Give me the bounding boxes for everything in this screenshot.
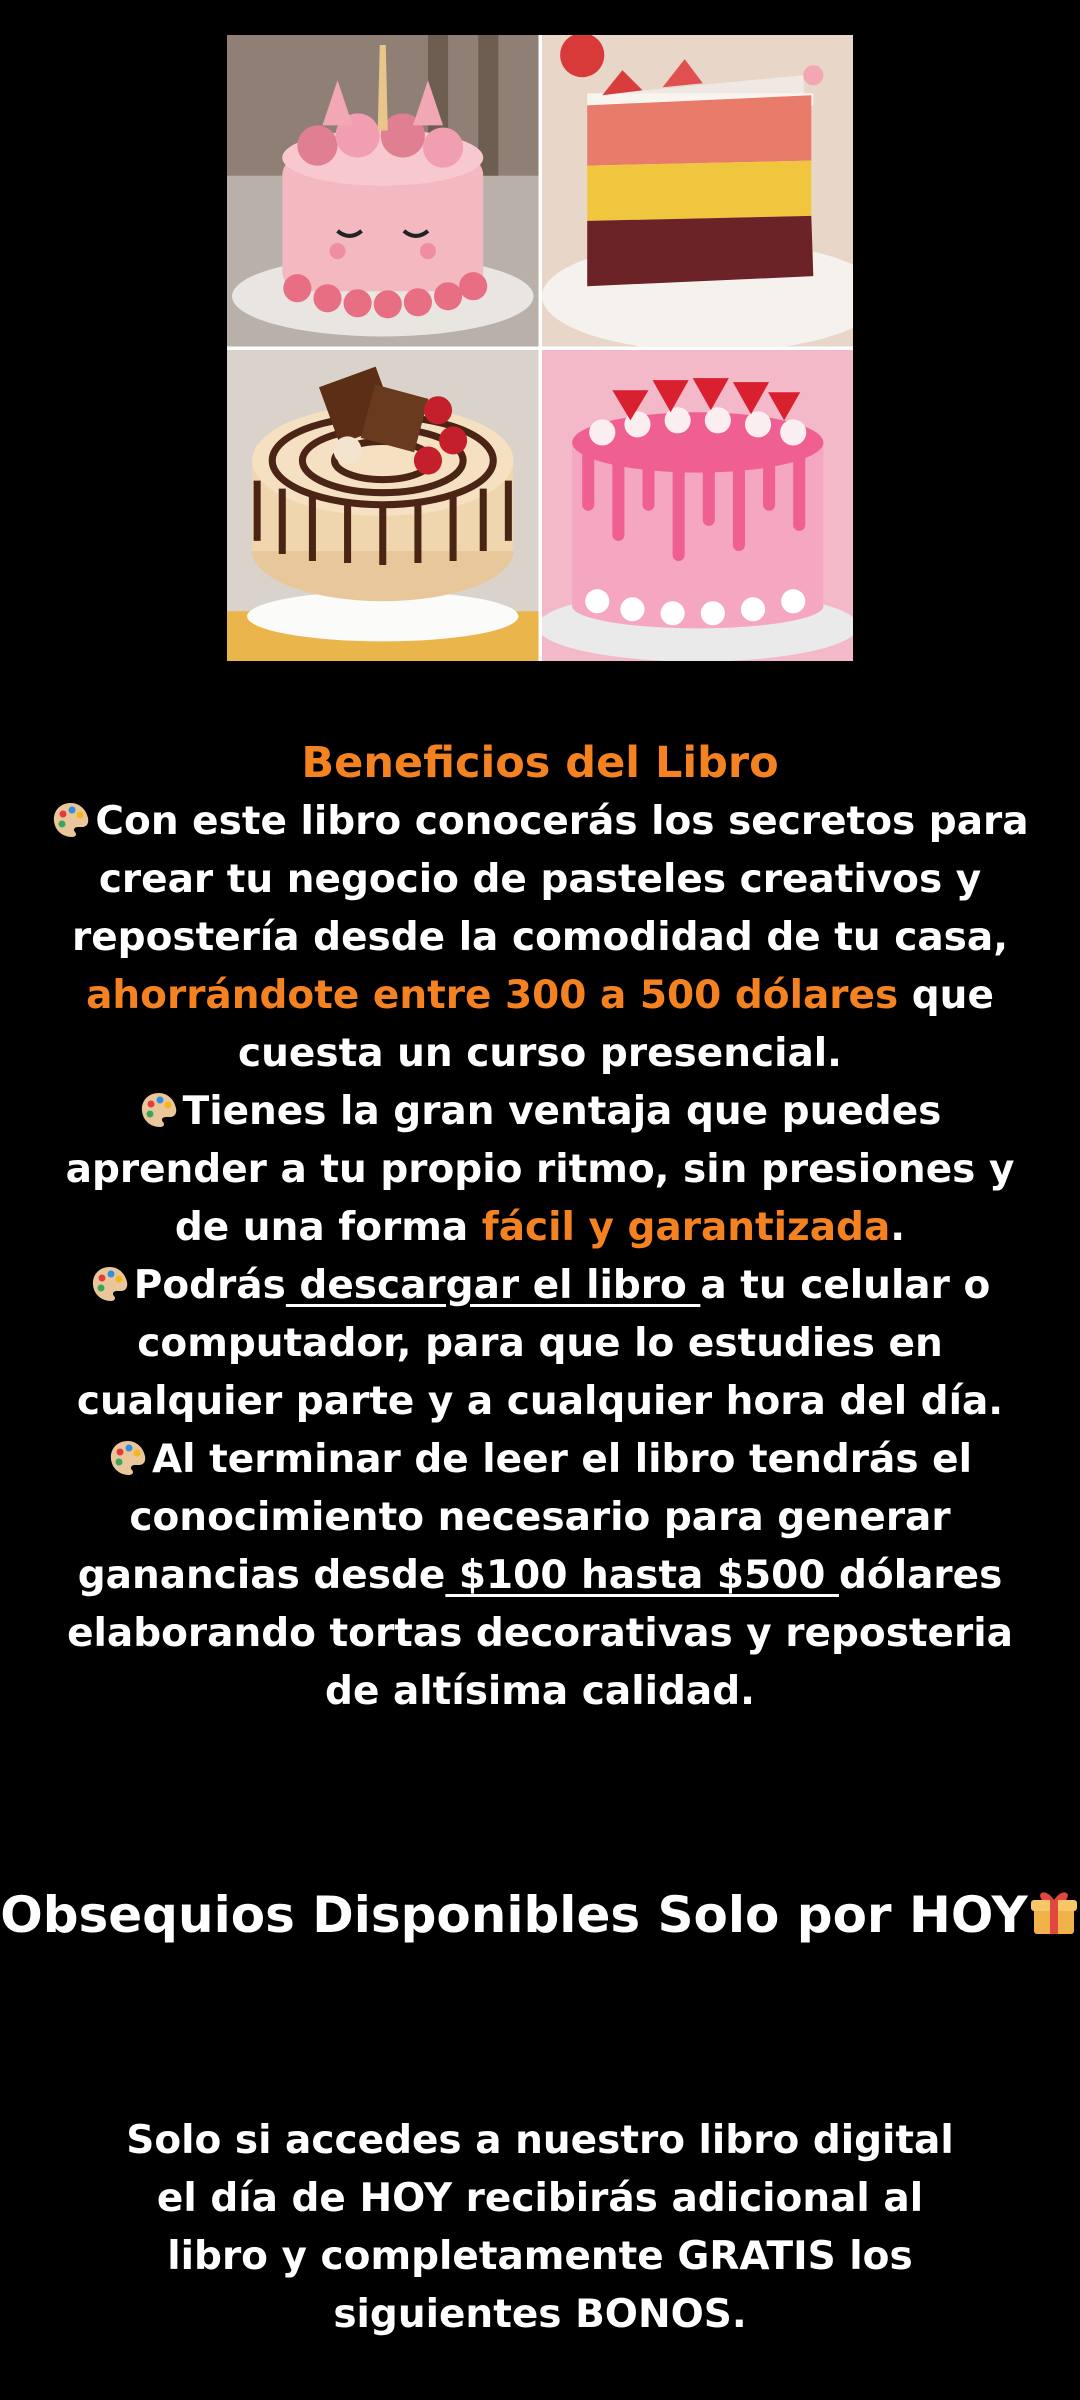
earnings-range-text: $100 hasta $500 xyxy=(445,1553,839,1598)
cake-photo-collage xyxy=(227,35,853,661)
gift-icon xyxy=(1028,1886,1080,1938)
benefit-item xyxy=(40,793,1040,1083)
benefit-item xyxy=(40,1431,1040,1721)
artist-palette-icon xyxy=(108,1438,148,1478)
benefits-list xyxy=(40,793,1040,1721)
benefit-text: Al terminar de leer el libro tendrás el conocimiento necesario para generar ganancias desde xyxy=(77,1437,972,1598)
benefit-item xyxy=(40,1083,1040,1257)
download-book-link-text: descargar el libro xyxy=(285,1263,701,1308)
benefit-highlight: ahorrándote entre 300 a 500 dólares xyxy=(86,973,899,1018)
unicorn-cake-photo xyxy=(227,35,539,347)
benefits-title: Beneficios del Libro xyxy=(301,738,779,788)
benefit-text: que cuesta un curso presencial. xyxy=(238,973,994,1076)
benefit-text: . xyxy=(890,1205,906,1250)
gifts-title xyxy=(0,1882,1080,1948)
benefit-text: Con este libro conocerás los secretos para crear tu negocio de pasteles creativos y repostería desde la comodidad de tu casa, xyxy=(71,799,1029,960)
benefit-item xyxy=(40,1257,1040,1431)
artist-palette-icon xyxy=(139,1090,179,1130)
bonus-description: Solo si accedes a nuestro libro digital el día de HOY recibirás adicional al libro y completamente GRATIS los siguientes BONOS. xyxy=(126,2118,954,2337)
artist-palette-icon xyxy=(90,1264,130,1304)
artist-palette-icon xyxy=(51,800,91,840)
pink-strawberry-drip-cake-photo xyxy=(542,350,854,662)
layered-cake-slice-photo xyxy=(542,35,854,347)
gifts-title-text: Obsequios Disponibles Solo por HOY xyxy=(0,1886,1028,1944)
benefit-text: a tu celular o computador, para que lo estudies en cualquier parte y a cualquier hora del día. xyxy=(76,1263,1004,1424)
benefit-highlight: fácil y garantizada xyxy=(481,1205,891,1250)
chocolate-checkered-cake-photo xyxy=(227,350,539,662)
benefit-text: Podrás xyxy=(133,1263,286,1308)
benefit-text: Tienes la gran ventaja que puedes aprender a tu propio ritmo, sin presiones y de una forma xyxy=(65,1089,1015,1250)
benefit-text: dólares elaborando tortas decorativas y reposteria de altísima calidad. xyxy=(67,1553,1013,1714)
